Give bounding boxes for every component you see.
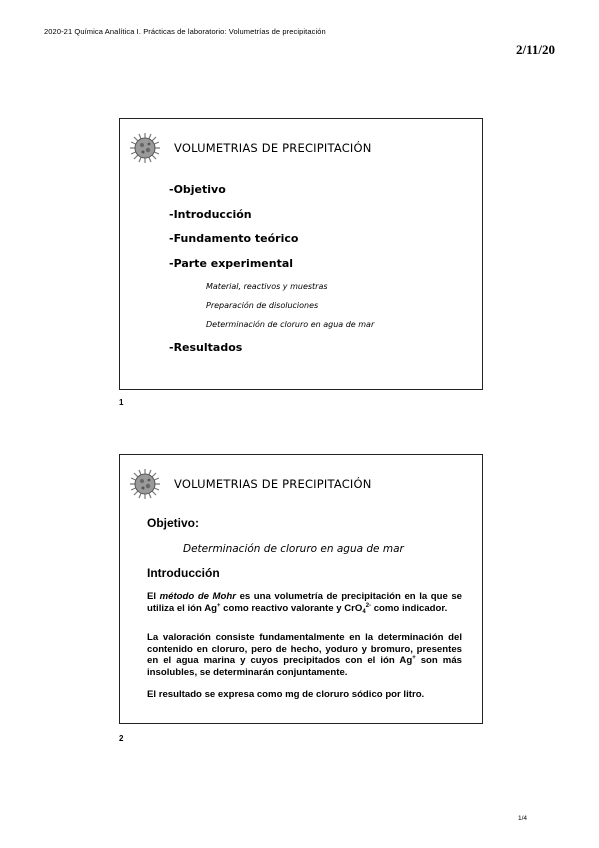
virus-logo-icon: [130, 469, 160, 499]
paragraph-resultado: El resultado se expresa como mg de cloruro sódico por litro.: [147, 689, 425, 700]
document-header-title: 2020-21 Química Analítica I. Prácticas de laboratorio: Volumetrías de precipitación: [44, 27, 326, 36]
page-number: 1/4: [517, 815, 527, 822]
agenda-item-parte-experimental: -Parte experimental: [169, 257, 294, 270]
slide-1: [119, 118, 483, 390]
agenda-item-objetivo: -Objetivo: [169, 183, 226, 196]
agenda-item-fundamento: -Fundamento teórico: [169, 232, 299, 245]
objetivo-heading: Objetivo:: [147, 516, 200, 530]
slide-2: [119, 454, 483, 724]
paragraph-mohr: El método de Mohr es una volumetría de precipitación en la que se utiliza el ión Ag+ como reactivo valorante y CrO$_4^{2-}$ como indicador.: [147, 591, 463, 615]
agenda-item-introduccion: -Introducción: [169, 208, 252, 221]
subitem-material: Material, reactivos y muestras: [206, 282, 328, 291]
slide-1-title: VOLUMETRIAS DE PRECIPITACIÓN: [174, 141, 372, 155]
subitem-preparacion: Preparación de disoluciones: [206, 301, 319, 310]
subitem-determinacion: Determinación de cloruro en agua de mar: [206, 320, 375, 329]
paragraph-valoracion: La valoración consiste fundamentalmente en la determinación del contenido en cloruro, pero de hecho, yoduro y bromuro, presentes en el agua marina y cuyos precipitados con el ión Ag+ son más insolubles, se determinarán conjuntamente.: [147, 632, 462, 678]
slide-2-title: VOLUMETRIAS DE PRECIPITACIÓN: [174, 477, 372, 491]
virus-logo-icon: [130, 133, 160, 163]
slide-2-number: 2: [119, 734, 124, 743]
introduccion-heading: Introducción: [147, 566, 220, 580]
document-date: 2/11/20: [515, 42, 555, 57]
objetivo-text: Determinación de cloruro en agua de mar: [183, 543, 404, 555]
slide-1-number: 1: [119, 398, 124, 407]
agenda-item-resultados: -Resultados: [169, 341, 243, 354]
